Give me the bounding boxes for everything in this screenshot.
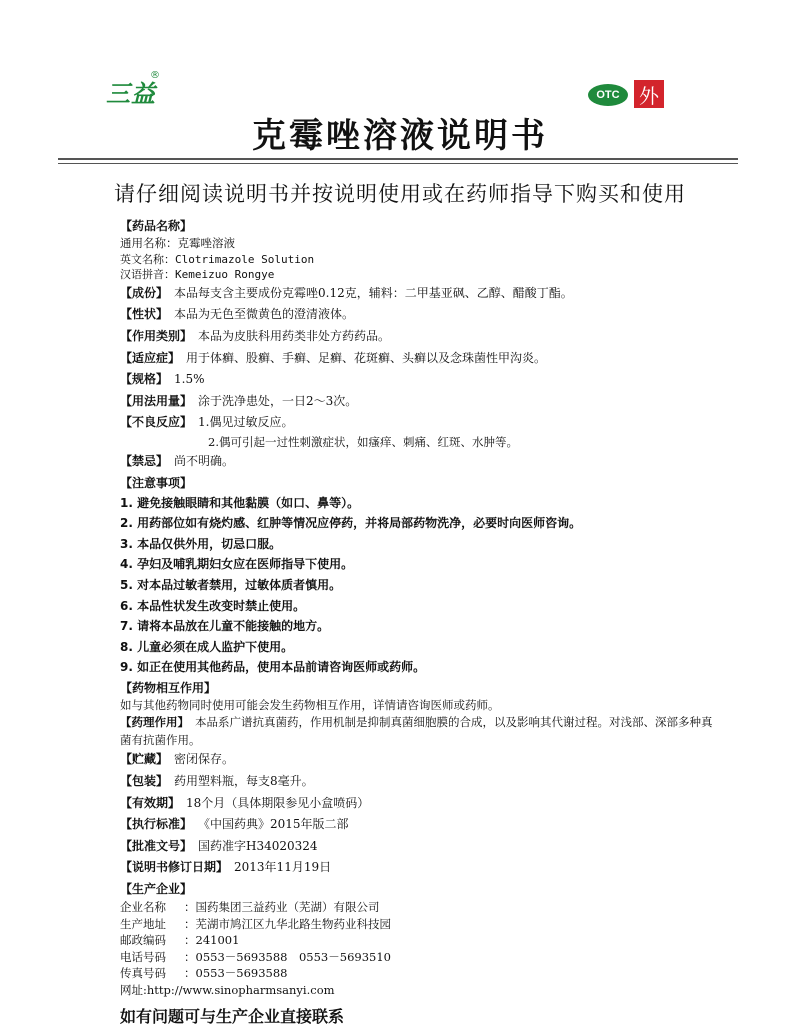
precaution-item: 7. 请将本品放在儿童不能接触的地方。 — [120, 619, 330, 634]
manufacturer-value: ：0553－5693588 — [184, 966, 288, 981]
section-value: 《中国药典》2015年版二部 — [198, 817, 349, 832]
generic-name: 通用名称：克霉唑溶液 — [120, 236, 235, 250]
manufacturer-header: 【生产企业】 — [120, 882, 193, 897]
manufacturer-website: 网址:http://www.sinopharmsanyi.com — [120, 982, 335, 997]
manufacturer-value: ：241001 — [184, 933, 240, 948]
section-value: 用于体癣、股癣、手癣、足癣、花斑癣、头癣以及念珠菌性甲沟炎。 — [186, 350, 547, 365]
section-ingredients — [120, 283, 720, 305]
section-label: 【说明书修订日期】 — [120, 860, 229, 875]
section-label: 【作用类别】 — [120, 328, 193, 343]
precautions-header: 【注意事项】 — [120, 475, 193, 490]
manufacturer-key: 邮政编码 — [120, 933, 166, 948]
section-label: 【适应症】 — [120, 350, 181, 365]
pinyin-name: 汉语拼音：Kemeizuo Rongye — [120, 268, 275, 282]
section-value: 本品为皮肤科用药类非处方药药品。 — [198, 328, 391, 343]
otc-external-badge: 外 — [634, 80, 664, 108]
precaution-item: 4. 孕妇及哺乳期妇女应在医师指导下使用。 — [120, 557, 354, 572]
section-pharmacology — [120, 713, 720, 749]
precaution-item: 6. 本品性状发生改变时禁止使用。 — [120, 598, 306, 613]
section-value: 本品系广谱抗真菌药，作用机制是抑制真菌细胞膜的合成，以及影响其代谢过程。对浅部、深部多种真菌有抗菌作用。 — [120, 715, 713, 748]
page-title: 克霉唑溶液说明书 — [252, 116, 548, 156]
manufacturer-key: 企业名称 — [120, 900, 166, 915]
subtitle: 请仔细阅读说明书并按说明使用或在药师指导下购买和使用 — [114, 182, 686, 206]
section-validity — [120, 793, 720, 815]
manufacturer-row — [120, 932, 720, 949]
adverse-reaction-2: 2.偶可引起一过性刺激症状，如瘙痒、刺痛、红斑、水肿等。 — [208, 434, 518, 449]
section-revision-date — [120, 857, 720, 879]
manufacturer-value: ：国药集团三益药业（芜湖）有限公司 — [184, 900, 380, 915]
section-storage — [120, 749, 720, 771]
manufacturer-row — [120, 949, 720, 966]
section-value: 涂于洗净患处，一日2～3次。 — [198, 393, 358, 408]
precaution-item: 3. 本品仅供外用，切忌口服。 — [120, 536, 282, 551]
manufacturer-value: ：芜湖市鸠江区九华北路生物药业科技园 — [184, 916, 391, 931]
section-category — [120, 326, 720, 348]
section-adverse-reactions — [120, 412, 720, 434]
otc-badge: OTC — [588, 84, 628, 106]
precaution-item: 2. 用药部位如有烧灼感、红肿等情况应停药，并将局部药物洗净，必要时向医师咨询。 — [120, 516, 582, 531]
section-contraindications — [120, 451, 720, 473]
section-value: 本品为无色至微黄色的澄清液体。 — [174, 307, 355, 322]
section-label: 【性状】 — [120, 307, 169, 322]
section-label: 【有效期】 — [120, 795, 181, 810]
english-name: 英文名称：Clotrimazole Solution — [120, 252, 315, 266]
section-value: 尚不明确。 — [174, 453, 235, 468]
section-label: 【批准文号】 — [120, 838, 193, 853]
manufacturer-row — [120, 916, 720, 933]
section-label: 【包装】 — [120, 774, 169, 789]
title-divider — [58, 158, 738, 160]
registered-mark: ® — [150, 70, 160, 81]
manufacturer-key: 电话号码 — [120, 949, 166, 964]
section-value: 18个月（具体期限参见小盒喷码） — [186, 795, 370, 810]
precaution-item: 5. 对本品过敏者禁用，过敏体质者慎用。 — [120, 577, 342, 592]
section-label: 【不良反应】 — [120, 415, 193, 430]
contact-note: 如有问题可与生产企业直接联系 — [120, 1007, 345, 1027]
section-appearance — [120, 304, 720, 326]
manufacturer-key: 生产地址 — [120, 916, 166, 931]
section-value: 密闭保存。 — [174, 752, 235, 767]
manufacturer-row — [120, 965, 720, 982]
section-value: 药用塑料瓶，每支8毫升。 — [174, 774, 314, 789]
section-specification — [120, 369, 720, 391]
section-label: 【禁忌】 — [120, 453, 169, 468]
brand-logo: 三益 — [106, 80, 156, 108]
manufacturer-value: ：0553－5693588 0553－5693510 — [184, 949, 391, 964]
section-standard — [120, 814, 720, 836]
leaflet-body — [120, 216, 720, 1027]
section-label: 【执行标准】 — [120, 817, 193, 832]
section-value: 1.5% — [174, 372, 205, 387]
section-package — [120, 771, 720, 793]
precaution-item: 1. 避免接触眼睛和其他黏膜（如口、鼻等）。 — [120, 495, 360, 510]
drug-name-header: 【药品名称】 — [120, 219, 193, 233]
section-indications — [120, 348, 720, 370]
section-label: 【成份】 — [120, 285, 169, 300]
interaction-header: 【药物相互作用】 — [120, 680, 217, 695]
section-label: 【用法用量】 — [120, 393, 193, 408]
section-value: 本品每支含主要成份克霉唑0.12克，辅料：二甲基亚砜、乙醇、醋酸丁酯。 — [174, 285, 573, 300]
title-divider-thin — [58, 163, 738, 164]
manufacturer-row — [120, 899, 720, 916]
section-approval-number — [120, 836, 720, 858]
section-dosage — [120, 391, 720, 413]
interaction-text: 如与其他药物同时使用可能会发生药物相互作用，详情请咨询医师或药师。 — [120, 697, 500, 712]
section-label: 【贮藏】 — [120, 752, 169, 767]
section-value: 2013年11月19日 — [234, 860, 332, 875]
section-label: 【规格】 — [120, 372, 169, 387]
section-label: 【药理作用】 — [120, 715, 189, 730]
precaution-item: 9. 如正在使用其他药品，使用本品前请咨询医师或药师。 — [120, 660, 426, 675]
section-value: 1.偶见过敏反应。 — [198, 415, 294, 430]
section-value: 国药准字H34020324 — [198, 838, 318, 853]
manufacturer-key: 传真号码 — [120, 966, 166, 981]
precaution-item: 8. 儿童必须在成人监护下使用。 — [120, 639, 294, 654]
